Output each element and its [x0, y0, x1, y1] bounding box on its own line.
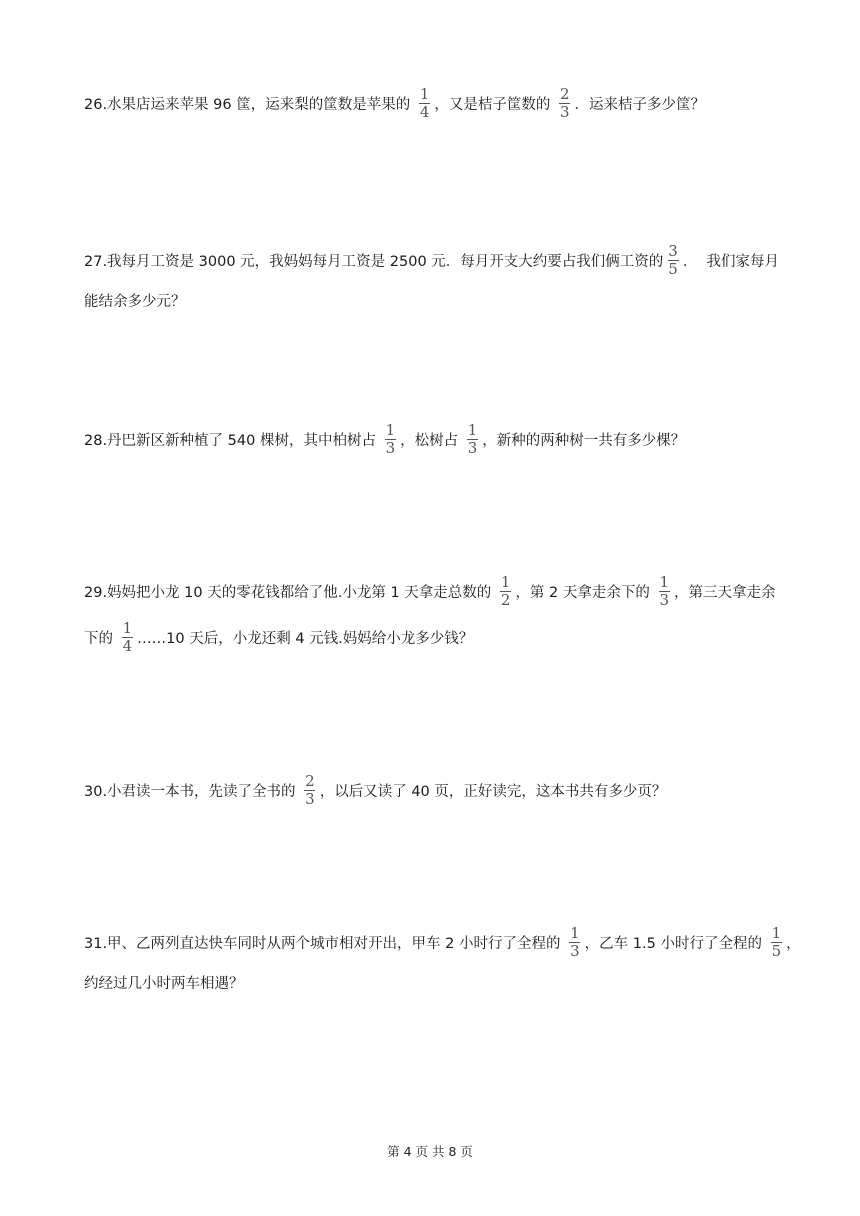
fraction-numerator: 1 — [659, 573, 670, 591]
question-text: ，又是桔子筐数的 — [434, 97, 555, 113]
question-text: 约经过几小时两车相遇？ — [84, 976, 244, 992]
fraction-numerator: 1 — [467, 421, 478, 439]
question-line — [84, 290, 186, 311]
fraction-numerator: 1 — [500, 573, 511, 591]
fraction-denominator: 3 — [385, 439, 396, 457]
fraction-denominator: 4 — [122, 637, 133, 655]
question-line — [84, 244, 779, 277]
fraction-numerator: 1 — [570, 924, 580, 942]
fraction — [499, 575, 513, 608]
question-text: 下的 — [84, 631, 118, 647]
question-text: 能结余多少元？ — [84, 294, 186, 310]
fraction — [666, 244, 680, 277]
question-line — [84, 621, 473, 654]
question-text: ． 我们家每月 — [682, 254, 780, 270]
page-footer: 第 4 页 共 8 页 — [387, 1144, 473, 1159]
question-text: 26.水果店运来苹果 96 筐，运来梨的筐数是苹果的 — [84, 97, 415, 113]
fraction — [568, 926, 582, 959]
question-line — [84, 87, 705, 120]
question-line — [84, 575, 776, 608]
fraction-denominator: 3 — [570, 942, 580, 960]
fraction-denominator: 3 — [305, 790, 315, 808]
question-line — [84, 423, 685, 456]
question-text: 28.丹巴新区新种植了 540 棵树，其中柏树占 — [84, 433, 381, 449]
question-line — [84, 774, 666, 807]
question-text: ，新种的两种树一共有多少棵？ — [482, 433, 686, 449]
fraction-numerator: 3 — [668, 242, 678, 260]
fraction — [384, 423, 398, 456]
question-text: ，第三天拿走余 — [674, 585, 776, 601]
question-text: 31.甲、乙两列直达快车同时从两个城市相对开出，甲车 2 小时行了全程的 — [84, 936, 566, 952]
question-line — [84, 926, 801, 959]
fraction — [770, 926, 784, 959]
question-text: ， — [786, 936, 801, 952]
fraction-numerator: 1 — [771, 924, 782, 942]
fraction-numerator: 2 — [560, 85, 570, 103]
question-text: 29.妈妈把小龙 10 天的零花钱都给了他.小龙第 1 天拿走总数的 — [84, 585, 496, 601]
fraction-denominator: 2 — [500, 591, 511, 609]
question-line — [84, 972, 244, 993]
question-text: ，松树占 — [400, 433, 463, 449]
fraction — [558, 87, 572, 120]
fraction-denominator: 4 — [419, 103, 430, 121]
fraction-numerator: 1 — [419, 85, 430, 103]
fraction-denominator: 3 — [467, 439, 478, 457]
fraction-numerator: 2 — [305, 772, 315, 790]
question-text: ，以后又读了 40 页，正好读完，这本书共有多少页？ — [319, 784, 667, 800]
fraction — [466, 423, 480, 456]
question-text: ，第 2 天拿走余下的 — [515, 585, 655, 601]
question-text: ……10 天后，小龙还剩 4 元钱.妈妈给小龙多少钱？ — [137, 631, 474, 647]
fraction-denominator: 5 — [668, 260, 678, 278]
question-text: 27.我每月工资是 3000 元，我妈妈每月工资是 2500 元．每月开支大约要占我们俩工资的 — [84, 254, 664, 270]
fraction-numerator: 1 — [385, 421, 396, 439]
fraction-numerator: 1 — [122, 619, 133, 637]
fraction — [418, 87, 432, 120]
fraction-denominator: 3 — [560, 103, 570, 121]
question-text: 30.小君读一本书，先读了全书的 — [84, 784, 301, 800]
fraction-denominator: 5 — [771, 942, 782, 960]
fraction-denominator: 3 — [659, 591, 670, 609]
fraction — [121, 621, 135, 654]
question-text: ，乙车 1.5 小时行了全程的 — [584, 936, 767, 952]
fraction — [658, 575, 672, 608]
fraction — [303, 774, 317, 807]
question-text: ．运来桔子多少筐？ — [574, 97, 706, 113]
